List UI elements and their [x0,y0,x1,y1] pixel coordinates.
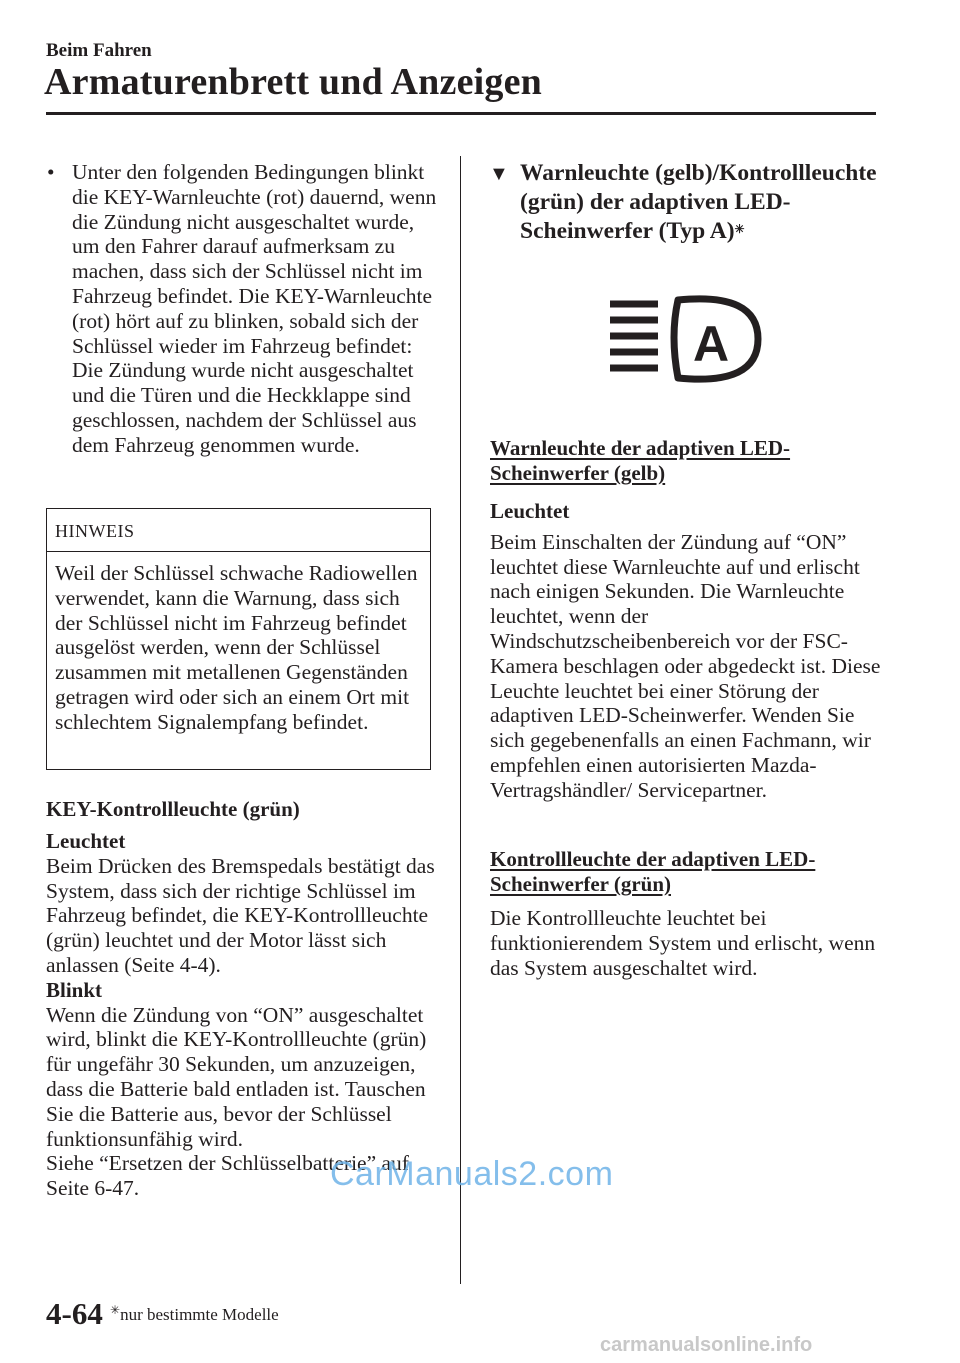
warning-text: Beim Einschalten der Zündung auf “ON” leuchtet diese Warnleuchte auf und erlischt nach einigen Sekunden. Die Warnleuchte leuchtet, wenn der Windschutzscheibenbereich vor der FSC-Kamera beschlagen oder abgedeckt ist. Diese Leuchte leuchtet bei einer Störung der adaptiven LED-Scheinwerfer. Wenden Sie sich gegebenenfalls an einen Fachmann, wir empfehlen einen autorisierten Mazda-Vertragshändler/ Servicepartner. [490,529,881,802]
blink-text: Wenn die Zündung von “ON” ausgeschaltet wird, blinkt die KEY-Kontrollleuchte (grün) für ungefähr 30 Sekunden, um anzuzeigen, dass die Batterie bald entladen ist. Tauschen Sie die Batterie aus, bevor der Schlüssel funktionsunfähig wird. [46,1002,427,1151]
bullet-dot-icon: • [47,160,55,184]
note-heading: HINWEIS [47,509,430,552]
column-divider [460,156,461,1284]
key-indicator-heading: KEY-Kontrollleuchte (grün) [46,797,300,821]
warning-on-label: Leuchtet [490,499,570,523]
indicator-text: Die Kontrollleuchte leuchtet bei funktionierendem System und erlischt, wenn das System ausgeschaltet wird. [490,906,876,980]
on-label: Leuchtet [46,829,126,853]
page-title: Armaturenbrett und Anzeigen [44,61,542,103]
warning-sub-heading: Warnleuchte der adaptiven LED-Scheinwerfer (gelb) [490,436,791,485]
watermark-bottom: carmanualsonline.info [600,1334,813,1356]
icon-letter: A [692,316,730,372]
footnote [110,1305,279,1325]
note-box [46,508,431,770]
note-text: Weil der Schlüssel schwache Radiowellen verwendet, kann die Warnung, dass sich der Schlüssel nicht im Fahrzeug befindet ausgelöst werden, wenn der Schlüssel zusammen mit metallenen Gegenständen getragen wird oder sich an einem Ort mit schlechtem Signalempfang befindet. [55,561,418,734]
adaptive-led-headlight-icon [608,290,768,390]
section-label: Beim Fahren [46,40,152,61]
key-indicator-section [46,829,438,1201]
footnote-text: nur bestimmte Modelle [120,1305,279,1324]
warning-light-heading [490,159,885,246]
triangle-icon: ▼ [489,163,509,185]
warning-section [490,499,882,803]
on-text: Beim Drücken des Bremspedals bestätigt das System, dass sich der richtige Schlüssel im Fahrzeug befindet, die KEY-Kontrollleuchte (grün) leuchtet und der Motor lässt sich anlassen (Seite 4-4). [46,853,435,977]
footnote-star-icon: ✳ [110,1303,121,1317]
reference-text: Siehe “Ersetzen der Schlüsselbatterie” auf Seite 6-47. [46,1151,409,1201]
title-rule [46,112,876,115]
bullet-item [46,160,438,458]
indicator-sub-heading: Kontrollleuchte der adaptiven LED-Scheinwerfer (grün) [490,847,816,896]
warning-heading-text: Warnleuchte (gelb)/Kontrollleuchte (grün) der adaptiven LED-Scheinwerfer (Typ A) [520,160,877,244]
blink-label: Blinkt [46,977,103,1002]
star-icon: ✳ [734,222,745,236]
bullet-text: Unter den folgenden Bedingungen blinkt die KEY-Warnleuchte (rot) dauernd, wenn die Zündung nicht ausgeschaltet wurde, um den Fahrer darauf aufmerksam zu machen, dass sich der Schlüssel nicht im Fahrzeug befindet. Die KEY-Warnleuchte (rot) hört auf zu blinken, sobald sich der Schlüssel wieder im Fahrzeug befindet: Die Zündung wurde nicht ausgeschaltet und die Türen und die Heckklappe sind geschlossen, nachdem der Schlüssel aus dem Fahrzeug genommen wurde. [72,160,437,457]
watermark-overlay: CarManuals2.com [330,1155,614,1193]
page-number: 4-64 [46,1296,103,1331]
